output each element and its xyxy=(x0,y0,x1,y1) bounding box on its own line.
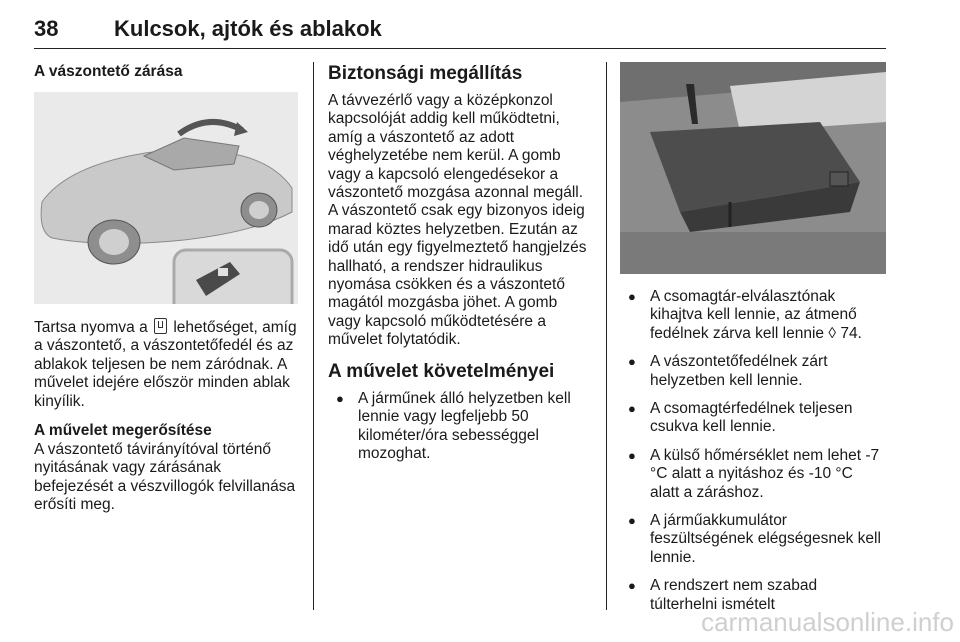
page-header xyxy=(34,8,886,49)
car-convertible-illustration xyxy=(34,92,298,304)
column-divider xyxy=(606,62,607,610)
list-item: ● A csomagtérfedélnek teljesen csukva kell lennie. xyxy=(628,400,853,436)
safety-stop-paragraph: A távvezérlő vagy a középkonzol kapcsolóját addig kell működtetni, amíg a vászontető az adott véghelyzetébe nem kerül. A gomb vagy a kapcsoló elengedésekor a vászontető mozgása azonnal megáll. A vászontető csak egy bizonyos ideig marad köztes helyzetben. Ezután az idő után egy figyelmeztető hangjelzés hallható, a rendszer hidraulikus nyomása csökken és a vászontető magától mozgásba jöhet. A gomb vagy kapcsoló működtetésére a művelet folytatódik. xyxy=(328,92,587,349)
list-item: ● A külső hőmérséklet nem lehet -7 °C alatt a nyitáshoz és -10 °C alatt a záráshoz. xyxy=(628,446,880,501)
requirements-list xyxy=(328,390,592,464)
left-column xyxy=(34,62,298,515)
right-column xyxy=(620,62,886,624)
section-heading: A vászontető zárása xyxy=(34,63,183,80)
middle-column xyxy=(328,62,592,473)
chapter-title: Kulcsok, ajtók és ablakok xyxy=(114,16,382,41)
page-number: 38 xyxy=(34,16,59,41)
list-item: ● A vászontetőfedélnek zárt helyzetben kell lennie. xyxy=(628,353,828,389)
section-heading: Biztonsági megállítás xyxy=(328,63,523,84)
column-divider xyxy=(313,62,314,610)
list-item: ● A rendszert nem szabad túlterhelni ismételt xyxy=(628,577,818,613)
sub-heading: A művelet megerősítése xyxy=(34,422,212,440)
section-heading: A művelet követelményei xyxy=(328,360,555,382)
instruction-paragraph: Tartsa nyomva a lehetőséget, amíg a vászontető, a vászontetőfedél és az ablakok teljesen be nem záródnak. A művelet idejére először minden ablak kinyílik. xyxy=(34,319,297,410)
trunk-divider-illustration xyxy=(620,62,886,274)
requirements-list-continued xyxy=(620,288,886,614)
confirmation-paragraph: A vászontető távirányítóval történő nyitásának vagy zárásának befejezését a vészvillogók felvillanása erősíti meg. xyxy=(34,441,296,514)
list-item: ● A csomagtár-elválasztónak kihajtva kell lennie, az átmenő fedélnek zárva kell lennie ◊ 74. xyxy=(628,288,862,342)
convertible-top-icon xyxy=(154,318,167,334)
list-item: ● A járműakkumulátor feszültségének elégségesnek kell lennie. xyxy=(628,512,881,566)
list-item: ● A járműnek álló helyzetben kell lennie vagy legfeljebb 50 kilométer/óra sebességgel mozoghat. xyxy=(336,389,571,462)
watermark: carmanualsonline.info xyxy=(701,607,954,637)
